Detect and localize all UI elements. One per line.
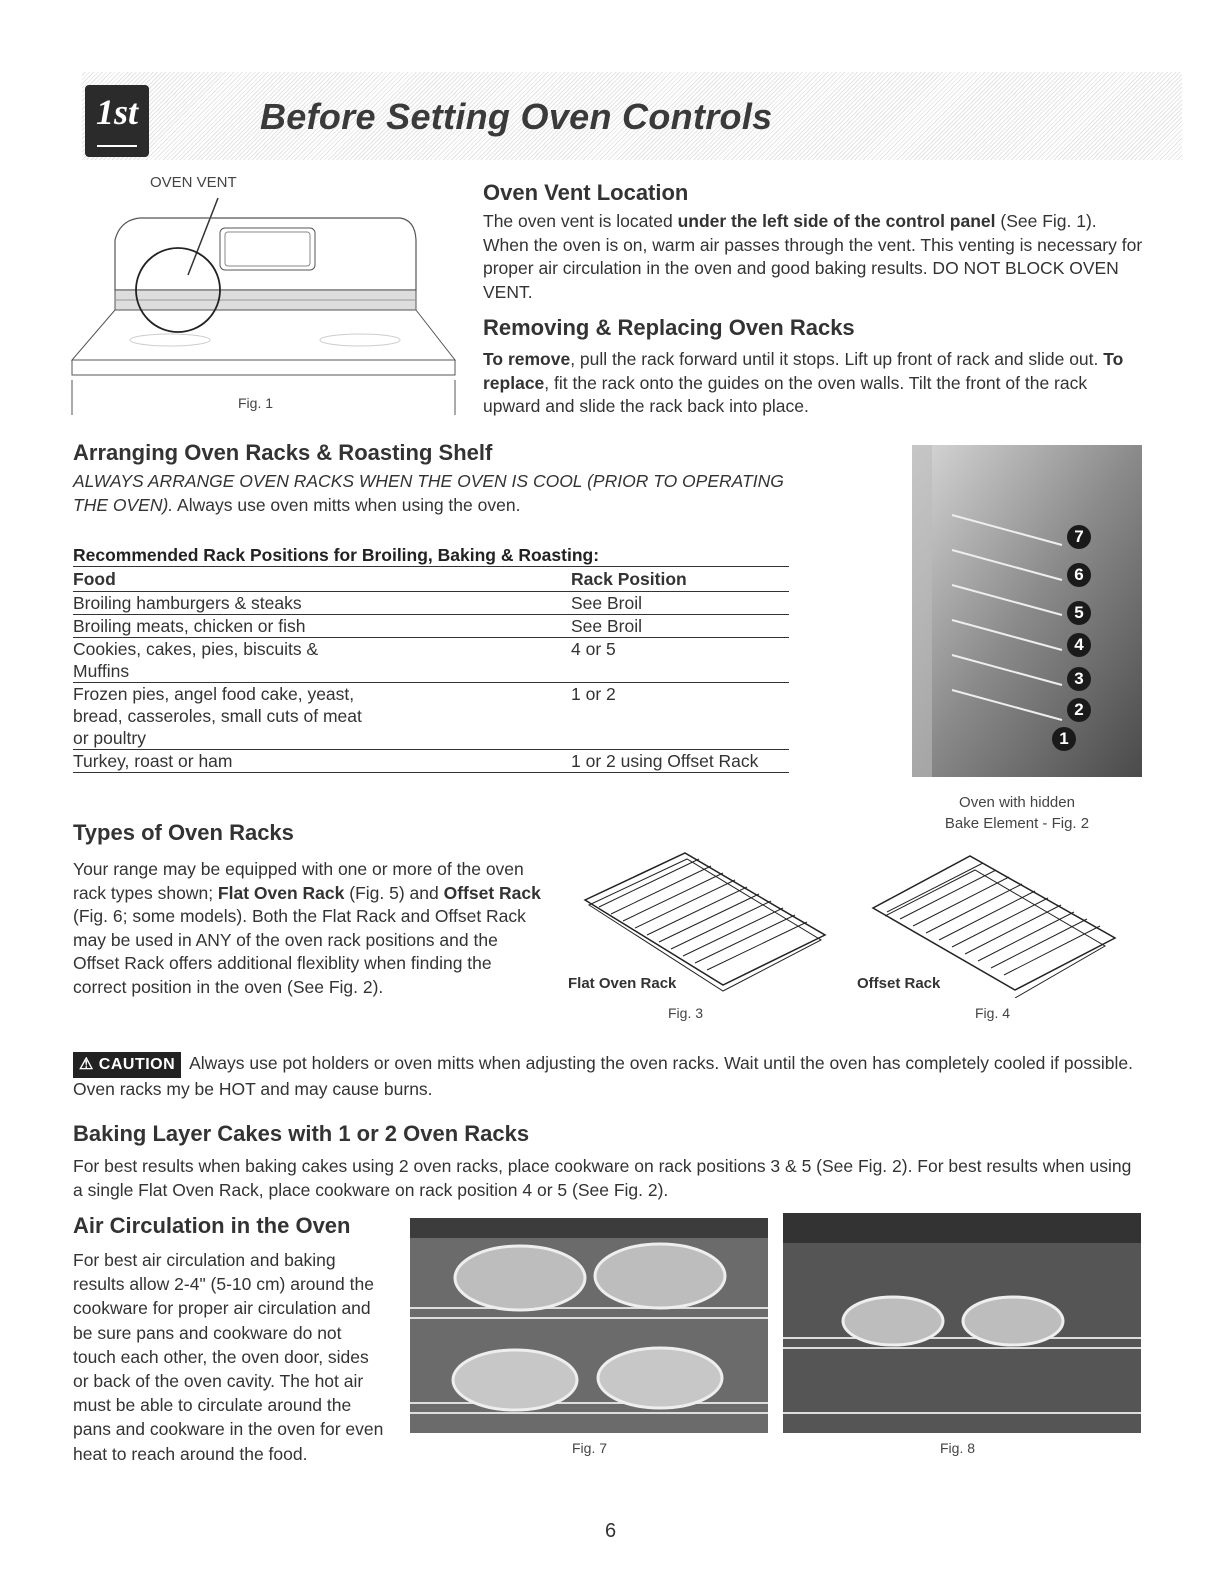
- table-header-row: [73, 568, 789, 592]
- fig7-caption: Fig. 7: [572, 1440, 608, 1456]
- fig2-caption: Oven with hidden Bake Element - Fig. 2: [944, 794, 1090, 832]
- flat-rack-label: Flat Oven Rack: [568, 975, 677, 992]
- col-rack-position: Rack Position: [571, 569, 687, 589]
- arrange-text: ALWAYS ARRANGE OVEN RACKS WHEN THE OVEN IS COOL (PRIOR TO OPERATING THE OVEN). Always use oven mitts when using the oven.: [73, 471, 784, 515]
- remove-text: To remove, pull the rack forward until it stops. Lift up front of rack and slide out. To replace, fit the rack onto the guides on the oven walls. Tilt the front of the rack upward and slide the rack back into place.: [483, 349, 1124, 416]
- caution-badge: ⚠ CAUTION: [73, 1052, 181, 1078]
- layer-heading: Baking Layer Cakes with 1 or 2 Oven Racks: [73, 1121, 530, 1146]
- offset-rack-label: Offset Rack: [857, 975, 941, 992]
- two-rack-cakes-photo: [410, 1218, 768, 1433]
- flat-rack-illustration: [575, 845, 835, 995]
- page-title: Before Setting Oven Controls: [260, 96, 773, 137]
- rack-table: [73, 568, 789, 773]
- air-heading: Air Circulation in the Oven: [73, 1213, 351, 1238]
- page-number: 6: [605, 1520, 617, 1542]
- types-heading: Types of Oven Racks: [73, 820, 294, 845]
- range-illustration: [60, 190, 460, 415]
- remove-heading: Removing & Replacing Oven Racks: [483, 315, 855, 340]
- table-row: Cookies, cakes, pies, biscuits & Muffins 4 or 5: [73, 638, 789, 683]
- vent-text: The oven vent is located under the left side of the control panel (See Fig. 1). When the oven is on, warm air passes through the vent. This venting is necessary for proper air circulation in the oven and good baking results. DO NOT BLOCK OVEN VENT.: [483, 211, 1143, 302]
- badge-underline: [97, 145, 137, 147]
- vent-heading: Oven Vent Location: [483, 180, 689, 205]
- rack-marker: 5: [1067, 601, 1091, 625]
- table-row: Frozen pies, angel food cake, yeast, bread, casseroles, small cuts of meat or poultry 1 or 2: [73, 683, 789, 750]
- single-rack-cakes-photo: [783, 1213, 1141, 1433]
- fig8-caption: Fig. 8: [940, 1440, 976, 1456]
- rack-marker: 2: [1067, 698, 1091, 722]
- rack-marker: 4: [1067, 633, 1091, 657]
- rack-marker: 7: [1067, 525, 1091, 549]
- arrange-heading: Arranging Oven Racks & Roasting Shelf: [73, 440, 493, 465]
- first-badge: [85, 85, 149, 157]
- layer-text: For best results when baking cakes using 2 oven racks, place cookware on rack positions 3 & 5 (See Fig. 2). For best results when using a single Flat Oven Rack, place cookware on rack position 4 or 5 (See Fig. 2).: [73, 1156, 1132, 1200]
- caution-text: ⚠ CAUTION Always use pot holders or oven mitts when adjusting the oven racks. Wait until the oven has completely cooled if possible. Oven racks my be HOT and may cause burns.: [73, 1053, 1133, 1099]
- badge-text: 1st: [95, 92, 138, 132]
- table-row: Turkey, roast or ham 1 or 2 using Offset Rack: [73, 750, 789, 773]
- table-row: Broiling hamburgers & steaks See Broil: [73, 592, 789, 615]
- rack-marker: 3: [1067, 667, 1091, 691]
- air-text: For best air circulation and baking results allow 2-4" (5-10 cm) around the cookware for proper air circulation and be sure pans and cookware do not touch each other, the oven door, sides or back of the oven cavity. The hot air must be able to circulate around the pans and cookware in the oven for even heat to reach around the food.: [73, 1250, 384, 1464]
- rack-position-markers: [912, 445, 1142, 777]
- col-food: Food: [73, 569, 116, 589]
- rack-marker: 6: [1067, 563, 1091, 587]
- fig1-caption: Fig. 1: [238, 395, 274, 411]
- types-text: Your range may be equipped with one or more of the oven rack types shown; Flat Oven Rack (Fig. 5) and Offset Rack (Fig. 6; some models). Both the Flat Rack and Offset Rack may be used in ANY of the oven rack positions and the Offset Rack offers additional flexiblity when finding the correct position in the oven (See Fig. 2).: [73, 859, 541, 997]
- table-row: Broiling meats, chicken or fish See Broil: [73, 615, 789, 638]
- fig4-caption: Fig. 4: [975, 1005, 1011, 1021]
- rack-marker: 1: [1052, 727, 1076, 751]
- table-title: Recommended Rack Positions for Broiling, Baking & Roasting:: [73, 545, 789, 567]
- fig3-caption: Fig. 3: [668, 1005, 704, 1021]
- oven-vent-label: OVEN VENT: [150, 174, 237, 191]
